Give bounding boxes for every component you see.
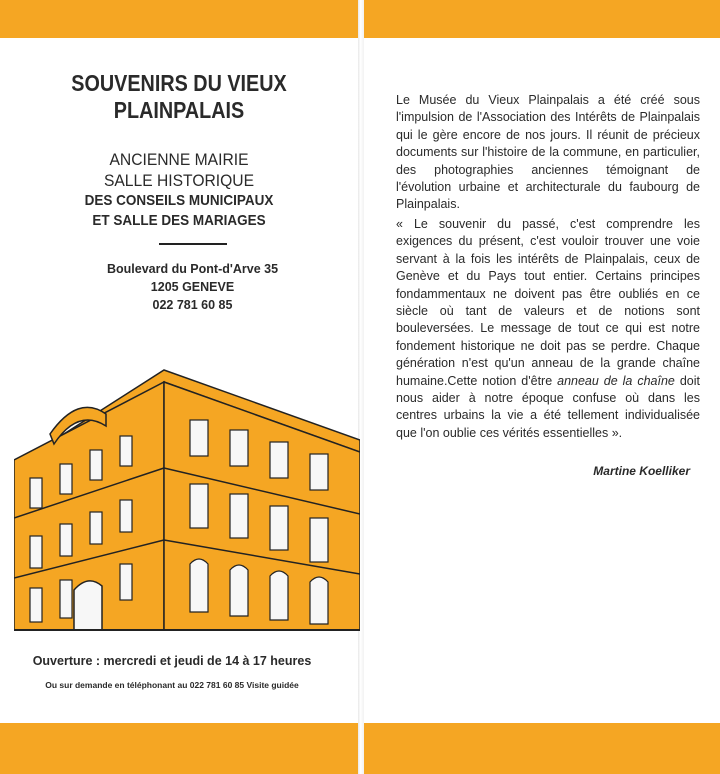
subtitle-line-1: ANCIENNE MAIRIE bbox=[109, 150, 249, 169]
quote-text-end: doit nous aider à notre époque confuse où dans les centres urbains la vie a été tellement individualisée que l'on oublie ces vérités essentielles ». bbox=[396, 373, 701, 440]
address-street: Boulevard du Pont-d'Arve 35 bbox=[106, 262, 279, 276]
right-panel bbox=[364, 38, 720, 723]
on-request-note: Ou sur demande en téléphonant au 022 781 60 85 Visite guidée bbox=[45, 680, 299, 690]
subtitle-line-3: DES CONSEILS MUNICIPAUX bbox=[84, 192, 274, 209]
opening-hours: Ouverture : mercredi et jeudi de 14 à 17 heures bbox=[32, 654, 312, 668]
building-illustration bbox=[14, 368, 360, 636]
quote-text-start: « Le souvenir du passé, c'est comprendre les exigences du présent, c'est vouloir trouver une voie servant à la fois les intérêts de Plainpalais, ceux de Genève et du Pays tout entier. Certains principes fondammentaux ne doivent pas être oubliés en ce siècle où tant de valeurs et de notions sont bouleversées. Le message de tout ce qui est notre fondement historique ne doit pas se perdre. Chaque génération n'est qu'un anneau de la grande chaîne humaine.Cette notion d'être bbox=[396, 217, 700, 388]
paragraph-intro: Le Musée du Vieux Plainpalais a été créé sous l'impulsion de l'Association des Intérêts de Plainpalais qui le gère encore de nos jours. Il réunit de précieux documents sur l'histoire de la commune, en particulier, des photographies anciennes témoignant de l'évolution urbaine et architecturale du faubourg de Plainpalais. bbox=[396, 93, 700, 212]
title-line-1: SOUVENIRS DU VIEUX bbox=[71, 70, 287, 96]
paragraph-quote bbox=[396, 216, 700, 442]
divider bbox=[159, 243, 227, 245]
quote-italic-phrase: anneau de la chaîne bbox=[557, 373, 675, 388]
signature: Martine Koelliker bbox=[593, 464, 690, 478]
address-city: 1205 GENEVE bbox=[150, 280, 235, 294]
address-phone: 022 781 60 85 bbox=[152, 298, 233, 312]
title-line-2: PLAINPALAIS bbox=[113, 97, 245, 123]
subtitle-line-2: SALLE HISTORIQUE bbox=[103, 171, 255, 190]
subtitle-line-4: ET SALLE DES MARIAGES bbox=[92, 212, 266, 229]
left-panel bbox=[0, 38, 358, 723]
